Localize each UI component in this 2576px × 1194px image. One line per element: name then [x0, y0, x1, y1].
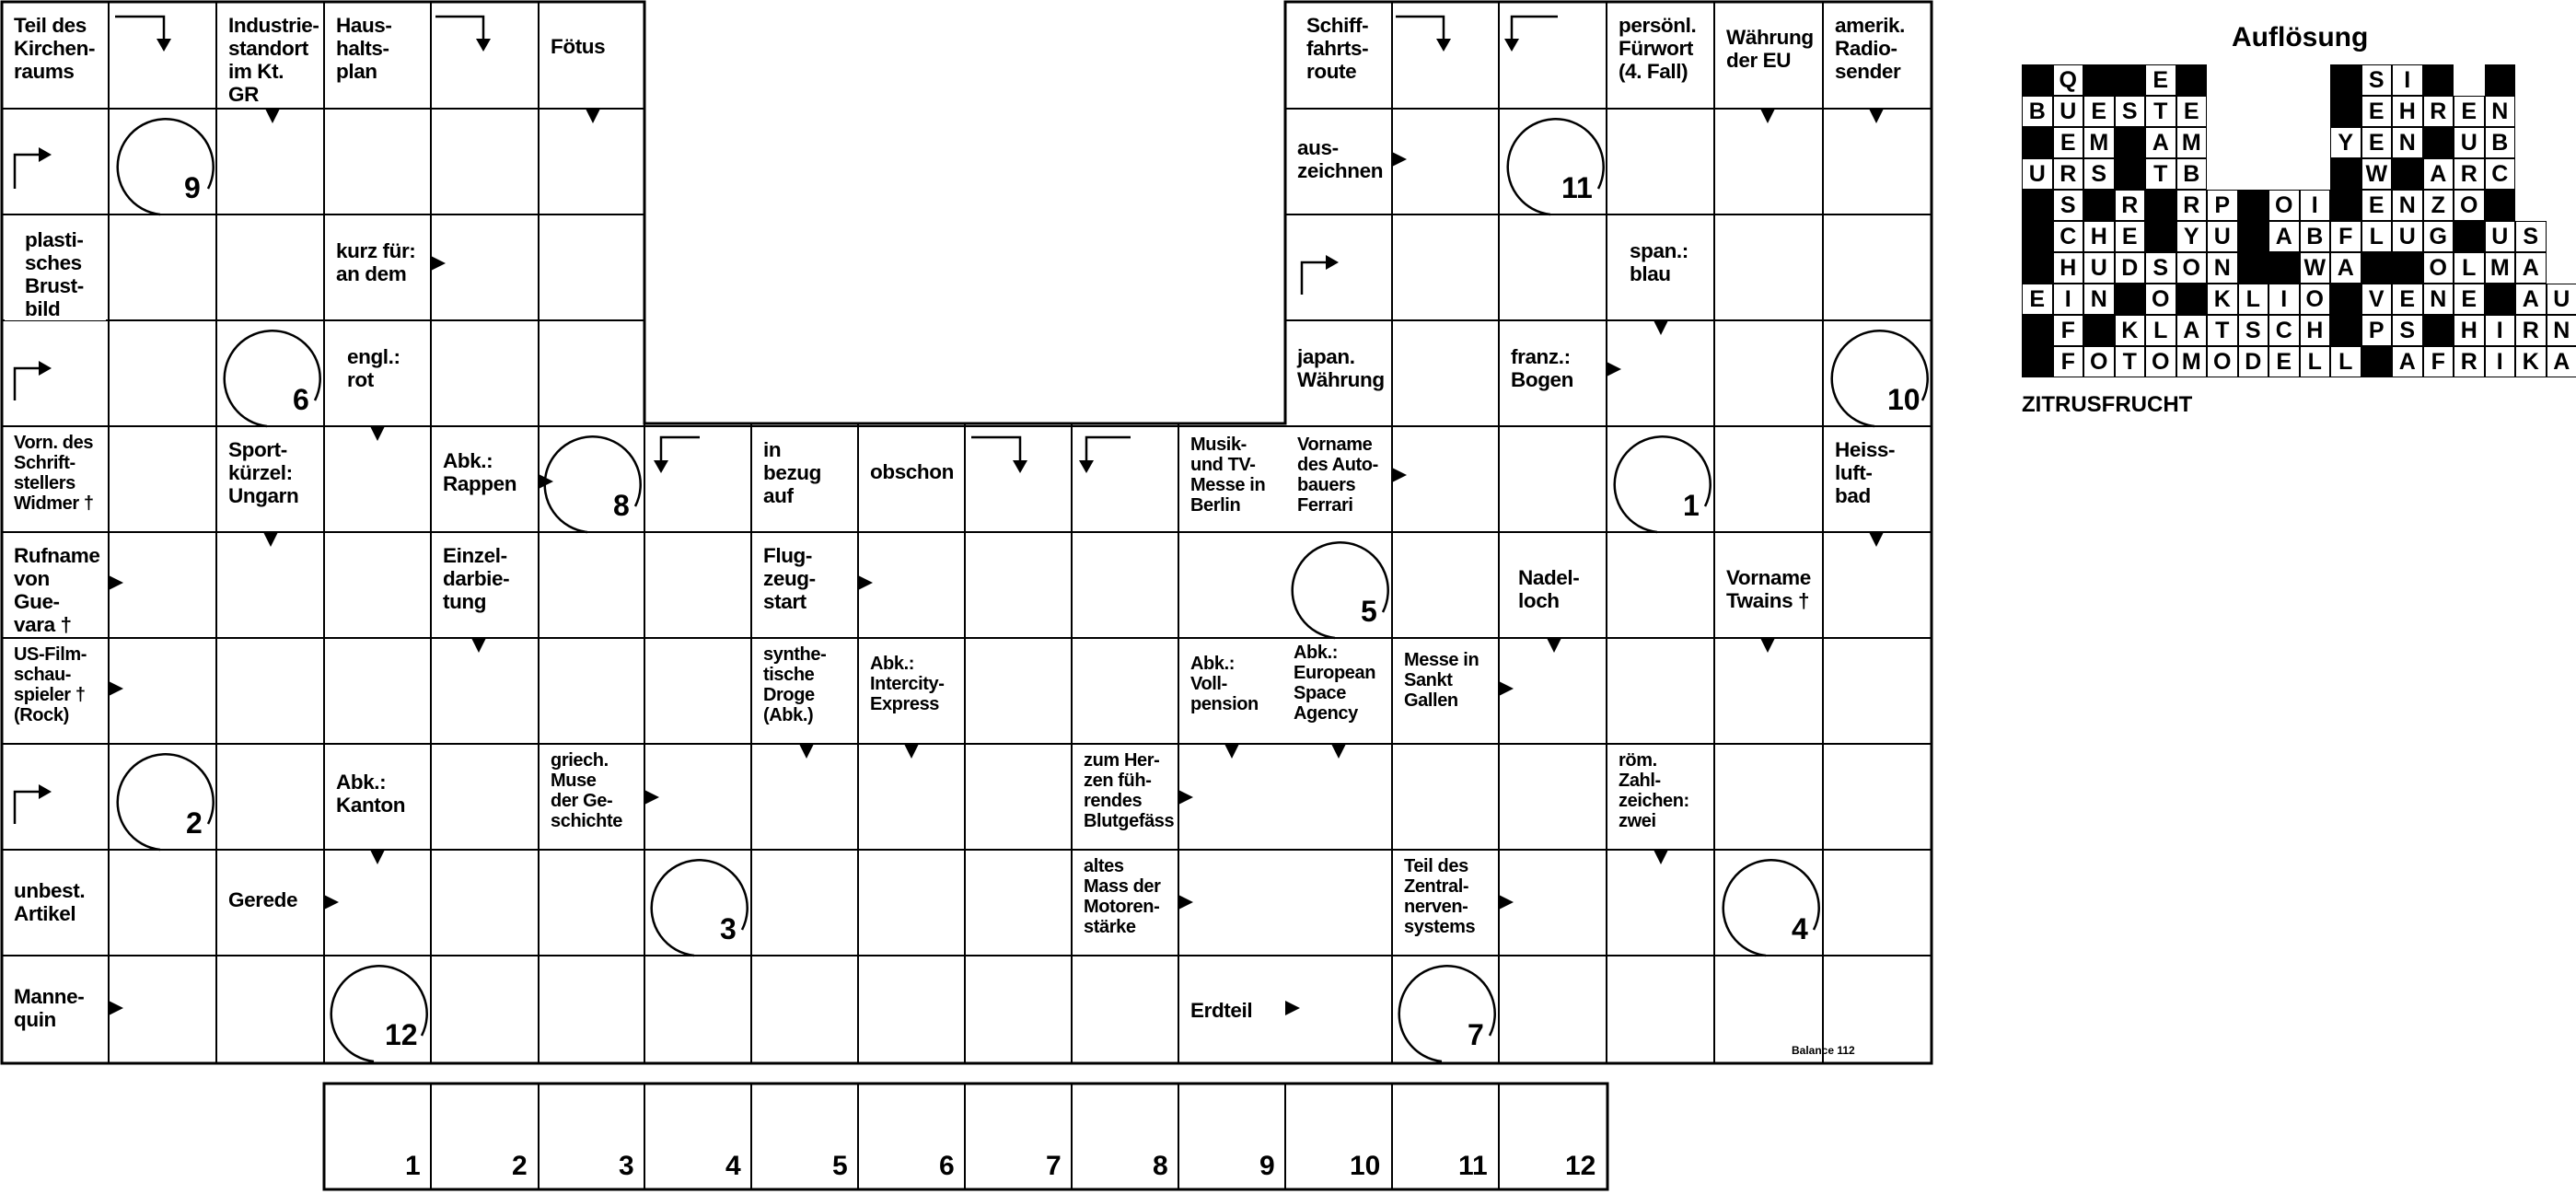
- answer-cell: S: [2515, 221, 2547, 252]
- answer-word: ZITRUSFRUCHT: [2022, 392, 2193, 417]
- solution-box[interactable]: 7: [1046, 1151, 1062, 1181]
- answer-cell: I: [2485, 315, 2516, 346]
- answer-cell: E: [2361, 96, 2393, 127]
- answer-cell: W: [2361, 158, 2393, 190]
- answer-cell: I: [2053, 284, 2084, 315]
- answer-black-cell: [2022, 346, 2053, 377]
- solution-box[interactable]: 11: [1458, 1151, 1488, 1181]
- answer-cell: E: [2269, 346, 2300, 377]
- solution-box[interactable]: 8: [1153, 1151, 1168, 1181]
- answer-cell: U: [2083, 252, 2115, 284]
- clue-cell: Erdteil: [1181, 990, 1282, 1045]
- circle-number: 9: [184, 171, 201, 204]
- answer-cell: A: [2176, 315, 2208, 346]
- answer-black-cell: [2485, 190, 2516, 221]
- answer-cell: M: [2083, 127, 2115, 158]
- answer-black-cell: [2022, 190, 2053, 221]
- solution-box[interactable]: 9: [1259, 1151, 1275, 1181]
- answer-cell: A: [2145, 127, 2176, 158]
- answer-cell: I: [2485, 346, 2516, 377]
- answer-cell: A: [2547, 346, 2576, 377]
- answer-cell: E: [2361, 190, 2393, 221]
- answer-black-cell: [2115, 158, 2146, 190]
- clue-cell: Einzel- darbie- tung: [434, 535, 537, 636]
- answer-cell: E: [2115, 221, 2146, 252]
- answer-cell: U: [2485, 221, 2516, 252]
- clue-cell: Musik- und TV- Messe in Berlin: [1181, 429, 1282, 530]
- solution-box[interactable]: 3: [619, 1151, 634, 1181]
- circle-number: 4: [1792, 912, 1808, 945]
- answer-cell: R: [2454, 158, 2485, 190]
- answer-cell: [2207, 127, 2238, 158]
- answer-cell: T: [2145, 96, 2176, 127]
- answer-cell: S: [2053, 190, 2084, 221]
- answer-cell: N: [2083, 284, 2115, 315]
- answer-cell: E: [2083, 96, 2115, 127]
- answer-cell: Q: [2053, 64, 2084, 96]
- clue-cell: persönl. Fürwort (4. Fall): [1609, 5, 1712, 106]
- answer-cell: I: [2269, 284, 2300, 315]
- answer-black-cell: [2083, 64, 2115, 96]
- answer-black-cell: [2022, 252, 2053, 284]
- clue-cell: franz.: Bogen: [1502, 336, 1603, 419]
- answer-cell: [2269, 158, 2300, 190]
- answer-black-cell: [2423, 64, 2454, 96]
- answer-cell: A: [2269, 221, 2300, 252]
- answer-cell: L: [2145, 315, 2176, 346]
- answer-cell: E: [2454, 284, 2485, 315]
- answer-cell: [2238, 127, 2269, 158]
- answer-cell: L: [2300, 346, 2331, 377]
- answer-cell: [2454, 64, 2485, 96]
- circle-number: 2: [186, 806, 203, 840]
- answer-cell: U: [2053, 96, 2084, 127]
- answer-cell: O: [2083, 346, 2115, 377]
- clue-cell: kurz für: an dem: [327, 230, 428, 313]
- clue-cell: Abk.: Voll- pension: [1181, 641, 1282, 742]
- clue-cell: altes Mass der Motoren- stärke: [1074, 852, 1176, 954]
- clue-cell: Nadel- loch: [1502, 557, 1603, 635]
- answer-cell: H: [2392, 96, 2423, 127]
- answer-cell: M: [2176, 127, 2208, 158]
- answer-cell: S: [2145, 252, 2176, 284]
- answer-cell: [2300, 64, 2331, 96]
- answer-cell: D: [2238, 346, 2269, 377]
- clue-cell: röm. Zahl- zeichen: zwei: [1609, 747, 1712, 848]
- clue-cell: griech. Muse der Ge- schichte: [541, 747, 643, 848]
- answer-cell: [2207, 64, 2238, 96]
- answer-cell: I: [2300, 190, 2331, 221]
- answer-black-cell: [2176, 284, 2208, 315]
- answer-black-cell: [2115, 127, 2146, 158]
- answer-cell: E: [2145, 64, 2176, 96]
- answer-cell: F: [2330, 221, 2361, 252]
- clue-cell: Vorname Twains †: [1717, 557, 1820, 635]
- answer-cell: T: [2145, 158, 2176, 190]
- answer-black-cell: [2361, 252, 2393, 284]
- answer-black-cell: [2176, 64, 2208, 96]
- answer-cell: N: [2547, 315, 2576, 346]
- answer-cell: E: [2053, 127, 2084, 158]
- answer-cell: N: [2392, 127, 2423, 158]
- answer-black-cell: [2238, 252, 2269, 284]
- clue-cell: Teil des Zentral- nerven- systems: [1395, 852, 1496, 954]
- answer-black-cell: [2238, 190, 2269, 221]
- clue-cell: Haus- halts- plan: [327, 5, 428, 106]
- answer-cell: U: [2207, 221, 2238, 252]
- solution-box[interactable]: 2: [512, 1151, 528, 1181]
- answer-cell: R: [2176, 190, 2208, 221]
- clue-cell: Abk.: Kanton: [327, 747, 428, 848]
- answer-cell: A: [2392, 346, 2423, 377]
- answer-cell: O: [2454, 190, 2485, 221]
- solution-box[interactable]: 4: [725, 1151, 741, 1181]
- clue-cell: Sport- kürzel: Ungarn: [219, 429, 322, 530]
- answer-cell: I: [2392, 64, 2423, 96]
- answer-black-cell: [2083, 190, 2115, 221]
- answer-cell: S: [2083, 158, 2115, 190]
- answer-cell: S: [2115, 96, 2146, 127]
- answer-black-cell: [2022, 127, 2053, 158]
- answer-cell: E: [2454, 96, 2485, 127]
- answer-cell: F: [2053, 346, 2084, 377]
- clue-cell: unbest. Artikel: [5, 870, 106, 944]
- answer-black-cell: [2145, 190, 2176, 221]
- answer-cell: R: [2053, 158, 2084, 190]
- clue-cell: Messe in Sankt Gallen: [1395, 641, 1496, 742]
- answer-cell: O: [2207, 346, 2238, 377]
- answer-cell: S: [2238, 315, 2269, 346]
- solution-box[interactable]: 10: [1350, 1151, 1381, 1181]
- answer-cell: H: [2083, 221, 2115, 252]
- clue-cell: Abk.: Rappen: [434, 429, 537, 530]
- answer-black-cell: [2423, 315, 2454, 346]
- answer-cell: Y: [2176, 221, 2208, 252]
- answer-cell: [2300, 158, 2331, 190]
- clue-cell: Heiss- luft- bad: [1826, 429, 1929, 530]
- answer-cell: O: [2145, 284, 2176, 315]
- clue-cell: engl.: rot: [327, 336, 428, 419]
- answer-black-cell: [2330, 96, 2361, 127]
- clue-cell: plasti- sches Brust- bild: [5, 219, 106, 320]
- answer-cell: K: [2207, 284, 2238, 315]
- answer-cell: U: [2392, 221, 2423, 252]
- clue-cell: Rufname von Gue- vara †: [5, 535, 106, 636]
- answer-black-cell: [2454, 221, 2485, 252]
- answer-cell: A: [2330, 252, 2361, 284]
- clue-cell: Abk.: European Space Agency: [1288, 641, 1389, 742]
- answer-cell: F: [2423, 346, 2454, 377]
- answer-black-cell: [2392, 252, 2423, 284]
- clue-cell: Währung der EU: [1717, 17, 1820, 104]
- circle-number: 7: [1468, 1018, 1484, 1051]
- answer-black-cell: [2485, 284, 2516, 315]
- clue-cell: zum Her- zen füh- rendes Blutgefäss: [1074, 747, 1176, 848]
- answer-black-cell: [2330, 190, 2361, 221]
- answer-cell: V: [2361, 284, 2393, 315]
- answer-cell: B: [2176, 158, 2208, 190]
- answer-cell: U: [2454, 127, 2485, 158]
- credit-text: Balance 112: [1792, 1044, 1855, 1057]
- answer-cell: B: [2022, 96, 2053, 127]
- circle-number: 6: [293, 383, 309, 416]
- answer-key-title: Auflösung: [2232, 22, 2369, 52]
- answer-cell: [2238, 158, 2269, 190]
- answer-cell: E: [2022, 284, 2053, 315]
- circle-number: 3: [720, 912, 737, 945]
- answer-black-cell: [2330, 64, 2361, 96]
- answer-black-cell: [2485, 64, 2516, 96]
- answer-black-cell: [2423, 127, 2454, 158]
- answer-cell: N: [2423, 284, 2454, 315]
- answer-cell: [2269, 127, 2300, 158]
- answer-cell: Z: [2423, 190, 2454, 221]
- answer-black-cell: [2145, 221, 2176, 252]
- answer-cell: T: [2207, 315, 2238, 346]
- solution-box[interactable]: 12: [1565, 1151, 1596, 1181]
- answer-cell: B: [2300, 221, 2331, 252]
- circle-number: 10: [1887, 383, 1920, 416]
- answer-black-cell: [2022, 315, 2053, 346]
- answer-cell: B: [2485, 127, 2516, 158]
- clue-cell: Fötus: [541, 26, 643, 104]
- answer-cell: Y: [2330, 127, 2361, 158]
- answer-cell: C: [2053, 221, 2084, 252]
- answer-cell: A: [2423, 158, 2454, 190]
- answer-cell: H: [2454, 315, 2485, 346]
- answer-cell: C: [2269, 315, 2300, 346]
- answer-cell: K: [2115, 315, 2146, 346]
- clue-cell: US-Film- schau- spieler † (Rock): [5, 641, 106, 742]
- answer-cell: R: [2115, 190, 2146, 221]
- answer-cell: [2207, 96, 2238, 127]
- clue-cell: Flug- zeug- start: [754, 535, 855, 636]
- answer-cell: U: [2022, 158, 2053, 190]
- answer-cell: [2269, 64, 2300, 96]
- answer-cell: E: [2176, 96, 2208, 127]
- answer-cell: P: [2361, 315, 2393, 346]
- answer-cell: M: [2176, 346, 2208, 377]
- answer-black-cell: [2022, 221, 2053, 252]
- answer-cell: G: [2423, 221, 2454, 252]
- solution-box[interactable]: 6: [939, 1151, 955, 1181]
- answer-cell: A: [2515, 284, 2547, 315]
- answer-cell: E: [2392, 284, 2423, 315]
- answer-cell: P: [2207, 190, 2238, 221]
- answer-cell: R: [2423, 96, 2454, 127]
- clue-cell: Vorn. des Schrift- stellers Widmer †: [5, 429, 106, 530]
- answer-cell: C: [2485, 158, 2516, 190]
- answer-cell: [2269, 96, 2300, 127]
- answer-cell: W: [2300, 252, 2331, 284]
- clue-cell: Gerede: [219, 879, 322, 934]
- answer-cell: H: [2300, 315, 2331, 346]
- answer-black-cell: [2330, 315, 2361, 346]
- answer-black-cell: [2083, 315, 2115, 346]
- solution-box[interactable]: 5: [832, 1151, 848, 1181]
- answer-cell: O: [2269, 190, 2300, 221]
- answer-cell: O: [2145, 346, 2176, 377]
- circle-number: 12: [385, 1018, 418, 1051]
- solution-box[interactable]: 1: [405, 1151, 421, 1181]
- clue-cell: span.: blau: [1609, 230, 1712, 313]
- answer-black-cell: [2115, 64, 2146, 96]
- clue-cell: Abk.: Intercity- Express: [861, 641, 962, 742]
- answer-cell: M: [2485, 252, 2516, 284]
- answer-black-cell: [2022, 64, 2053, 96]
- answer-cell: L: [2454, 252, 2485, 284]
- answer-cell: [2300, 96, 2331, 127]
- clue-cell: Vorname des Auto- bauers Ferrari: [1288, 429, 1389, 530]
- answer-cell: S: [2361, 64, 2393, 96]
- answer-cell: [2300, 127, 2331, 158]
- answer-cell: N: [2207, 252, 2238, 284]
- clue-cell: Teil des Kirchen- raums: [5, 5, 106, 106]
- answer-cell: T: [2115, 346, 2146, 377]
- answer-cell: F: [2053, 315, 2084, 346]
- clue-cell: obschon: [861, 451, 962, 525]
- circle-number: 5: [1361, 595, 1377, 628]
- answer-cell: K: [2515, 346, 2547, 377]
- circle-number: 11: [1561, 171, 1593, 204]
- answer-cell: O: [2176, 252, 2208, 284]
- answer-black-cell: [2330, 158, 2361, 190]
- answer-black-cell: [2361, 346, 2393, 377]
- answer-cell: L: [2238, 284, 2269, 315]
- clue-cell: Schiff- fahrts- route: [1288, 5, 1389, 106]
- answer-cell: S: [2392, 315, 2423, 346]
- clue-cell: aus- zeichnen: [1288, 127, 1389, 210]
- answer-black-cell: [2269, 252, 2300, 284]
- answer-black-cell: [2115, 284, 2146, 315]
- clue-cell: Industrie- standort im Kt. GR: [219, 5, 322, 106]
- answer-cell: R: [2454, 346, 2485, 377]
- answer-black-cell: [2392, 158, 2423, 190]
- answer-cell: H: [2053, 252, 2084, 284]
- clue-cell: japan. Währung: [1288, 336, 1389, 419]
- answer-cell: [2238, 96, 2269, 127]
- answer-cell: L: [2330, 346, 2361, 377]
- answer-black-cell: [2330, 284, 2361, 315]
- answer-black-cell: [2238, 221, 2269, 252]
- answer-cell: N: [2485, 96, 2516, 127]
- circle-number: 8: [613, 489, 630, 522]
- answer-cell: N: [2392, 190, 2423, 221]
- answer-cell: U: [2547, 284, 2576, 315]
- answer-cell: D: [2115, 252, 2146, 284]
- answer-cell: O: [2300, 284, 2331, 315]
- clue-cell: in bezug auf: [754, 429, 855, 530]
- circle-number: 1: [1683, 489, 1700, 522]
- answer-cell: E: [2361, 127, 2393, 158]
- clue-cell: amerik. Radio- sender: [1826, 5, 1929, 106]
- clue-cell: synthe- tische Droge (Abk.): [754, 641, 855, 742]
- answer-cell: [2207, 158, 2238, 190]
- clue-cell: Manne- quin: [5, 976, 106, 1049]
- answer-cell: A: [2515, 252, 2547, 284]
- answer-cell: [2238, 64, 2269, 96]
- answer-cell: R: [2515, 315, 2547, 346]
- answer-cell: L: [2361, 221, 2393, 252]
- answer-cell: O: [2423, 252, 2454, 284]
